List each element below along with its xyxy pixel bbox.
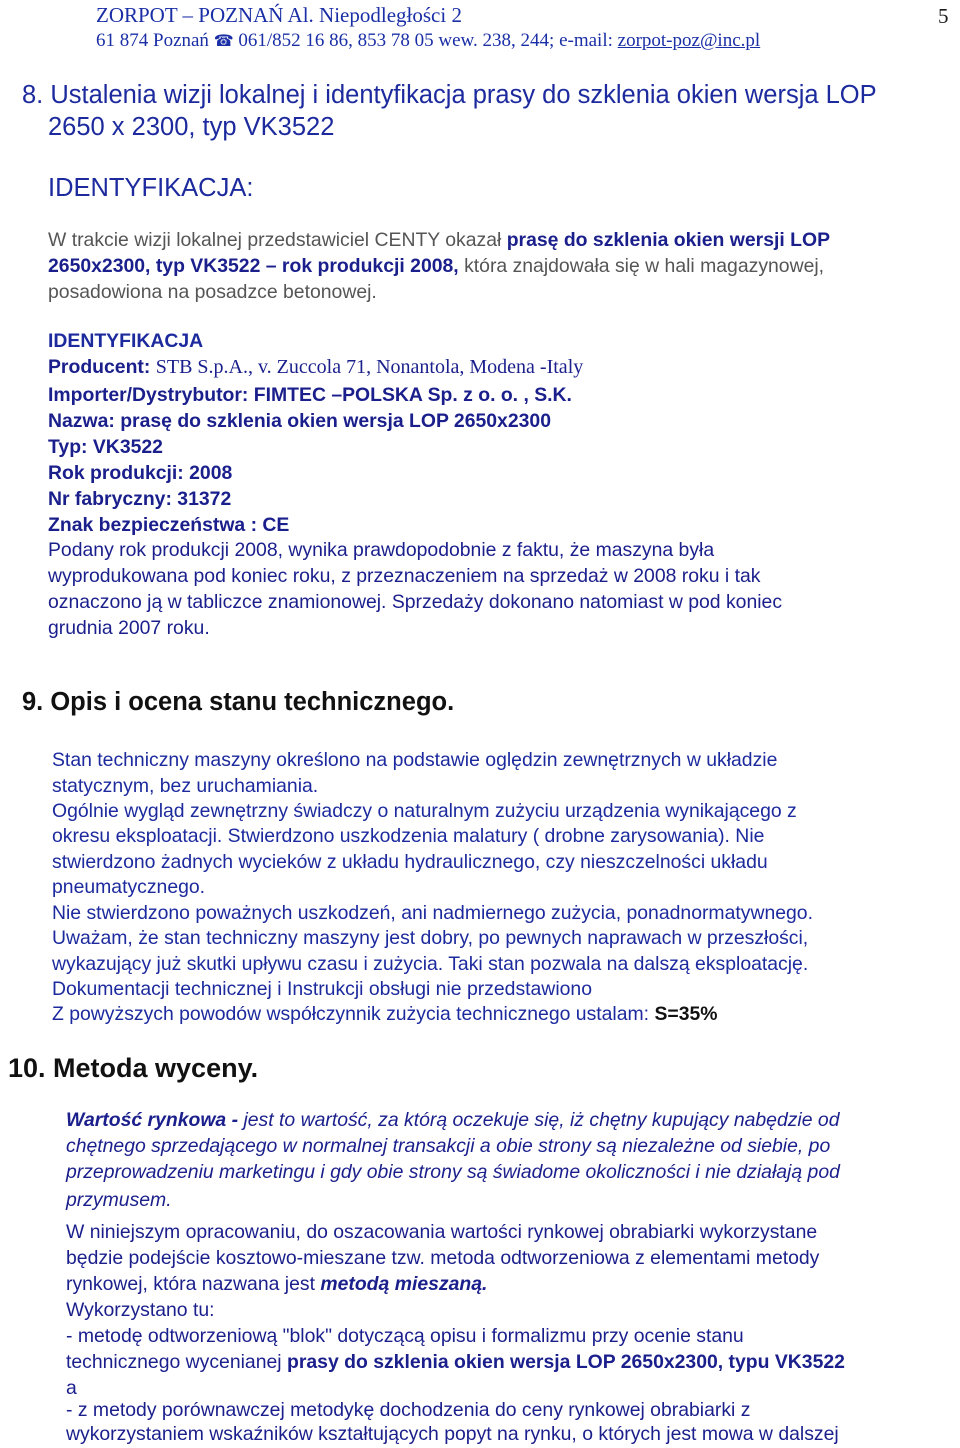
condition-line: statycznym, bez uruchamiania. [52,775,319,797]
method-line1: W niniejszym opracowaniu, do oszacowania wartości rynkowej obrabiarki wykorzystane [66,1221,818,1243]
used-here-line: Wykorzystano tu: [66,1299,215,1321]
producer-label: Producent: [48,356,156,378]
section8-title-line2: 2650 x 2300, typ VK3522 [48,113,335,141]
note-line4: grudnia 2007 roku. [48,617,210,639]
header-company-line: ZORPOT – POZNAŃ Al. Niepodległości 2 [96,3,462,27]
note-line3: oznaczono ją w tabliczce znamionowej. Sprzedaży dokonano natomiast w pod koniec [48,591,783,613]
wear-text: Z powyższych powodów współczynnik zużycia technicznego ustalam: [52,1003,655,1025]
condition-line: okresu eksploatacji. Stwierdzono uszkodzenia malatury ( drobne zarysowania). Nie [52,825,765,847]
definition-line1 [66,1109,840,1132]
bullet1-text: technicznego wycenianej [66,1351,287,1373]
bullet2-line2: wykorzystaniem wskaźników kształtujących popyt na rynku, o których jest mowa w dalszej [66,1423,839,1445]
visit-location: która znajdowała się w hali magazynowej, [458,255,825,277]
condition-line: Nie stwierdzono poważnych uszkodzeń, ani nadmiernego zużycia, ponadnormatywnego. [52,902,813,924]
method-name: metodą mieszaną. [320,1273,488,1295]
definition-text: jest to wartość, za którą oczekuje się, iż chętny kupujący nabędzie od [238,1109,840,1131]
section10-title: 10. Metoda wyceny. [8,1053,259,1083]
condition-line: Dokumentacji technicznej i Instrukcji obsługi nie przedstawiono [52,978,592,1000]
safety-mark-line: Znak bezpieczeństwa : CE [48,514,290,536]
method-line2: będzie podejście kosztowo-mieszane tzw. metoda odtworzeniowa z elementami metody [66,1247,820,1269]
visit-paragraph-line3: posadowiona na posadzce betonowej. [48,281,377,303]
method-text: rynkowej, która nazwana jest [66,1273,321,1295]
method-line3 [66,1273,487,1296]
producer-value: STB S.p.A., v. Zuccola 71, Nonantola, Modena -Italy [155,356,584,378]
section9-title: 9. Opis i ocena stanu technicznego. [22,688,455,716]
bullet1-machine: prasy do szklenia okien wersja LOP 2650x2300, typu VK3522 [286,1351,845,1373]
condition-line: Uważam, że stan techniczny maszyny jest dobry, po pewnych naprawach w przeszłości, [52,927,809,949]
telephone-icon: ☎ [213,33,234,50]
visit-machine: prasę do szklenia okien wersji LOP [506,229,831,251]
header-phones: 061/852 16 86, 853 78 05 wew. 238, 244; e-mail: [233,30,618,51]
condition-line: wykazujący już skutki upływu czasu i zużycia. Taki stan pozwala na dalszą eksploatację. [52,953,809,975]
definition-line2: chętnego sprzedającego w normalnej transakcji a obie strony są niezależne od siebie, po [66,1135,831,1157]
producer-line [48,356,583,379]
bullet1-line1: - metodę odtworzeniową "blok" dotyczącą opisu i formalizmu przy ocenie stanu [66,1325,744,1347]
importer-line: Importer/Dystrybutor: FIMTEC –POLSKA Sp. z o. o. , S.K. [48,384,572,406]
bullet2-line1: - z metody porównawczej metodykę dochodzenia do ceny rynkowej obrabiarki z [66,1399,751,1421]
page-number: 5 [938,4,949,28]
visit-paragraph-line1 [48,229,830,252]
header-contact-line [96,30,760,52]
section8-title-line1: 8. Ustalenia wizji lokalnej i identyfikacja prasy do szklenia okien wersja LOP [22,81,877,109]
identification-heading: IDENTYFIKACJA: [48,174,254,202]
serial-line: Nr fabryczny: 31372 [48,488,232,510]
bullet1-line2 [66,1351,845,1374]
definition-line3: przeprowadzeniu marketingu i gdy obie strony są świadome okoliczności i nie działają pod [66,1161,840,1183]
wear-value: S=35% [654,1003,718,1025]
condition-line: stwierdzono żadnych wycieków z układu hydraulicznego, czy nieszczelności układu [52,851,768,873]
year-line: Rok produkcji: 2008 [48,462,233,484]
header-address: 61 874 Poznań [96,30,214,51]
visit-paragraph-line2 [48,255,824,278]
header-email-link[interactable]: zorpot-poz@inc.pl [617,30,761,51]
visit-type-year: 2650x2300, typ VK3522 – rok produkcji 2008, [48,255,459,277]
definition-term: Wartość rynkowa - [66,1109,239,1131]
bullet1-line3: a [66,1377,77,1399]
condition-line: Ogólnie wygląd zewnętrzny świadczy o naturalnym zużyciu urządzenia wynikającego z [52,800,797,822]
name-line: Nazwa: prasę do szklenia okien wersja LOP 2650x2300 [48,410,551,432]
identification-subheading: IDENTYFIKACJA [48,330,204,352]
note-line1: Podany rok produkcji 2008, wynika prawdopodobnie z faktu, że maszyna była [48,539,715,561]
visit-text: W trakcie wizji lokalnej przedstawiciel CENTY okazał [48,229,507,251]
condition-line: pneumatycznego. [52,876,206,898]
wear-coefficient-line [52,1003,718,1026]
condition-line: Stan techniczny maszyny określono na podstawie oględzin zewnętrznych w układzie [52,749,778,771]
note-line2: wyprodukowana pod koniec roku, z przeznaczeniem na sprzedaż w 2008 roku i tak [48,565,761,587]
type-line: Typ: VK3522 [48,436,163,458]
definition-line4: przymusem. [66,1189,172,1211]
